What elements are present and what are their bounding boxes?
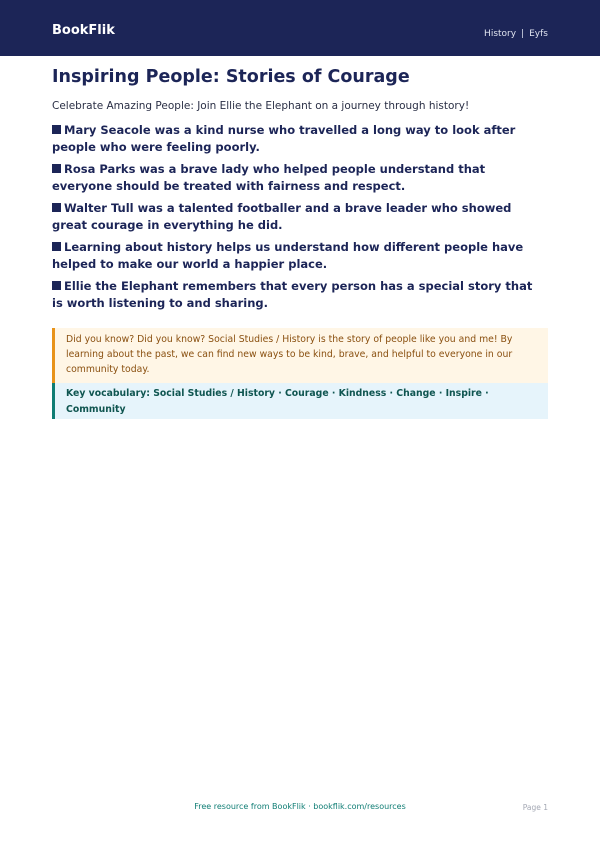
page-title: Inspiring People: Stories of Courage [52,67,410,87]
info-callout [52,328,548,419]
square-bullet-icon [52,242,61,251]
header-meta [484,28,548,40]
point-text: Learning about history helps us understand how different people have helped to make our world a happier place. [52,240,524,271]
point-text: Ellie the Elephant remembers that every person has a special story that is worth listening to and sharing. [52,279,533,310]
brand-logo-text[interactable]: BookFlik [52,23,115,38]
footer-resource-link[interactable]: Free resource from BookFlik · bookflik.com/resources [194,802,406,811]
key-points-list [52,122,542,317]
page-number: Page 1 [522,803,548,812]
list-item [52,122,542,156]
subject-label: History [484,29,517,39]
point-text: Walter Tull was a talented footballer and a brave leader who showed great courage in everything he did. [52,201,512,232]
list-item [52,239,542,273]
top-header-bar [0,0,600,56]
point-text: Mary Seacole was a kind nurse who travelled a long way to look after people who were feeling poorly. [52,123,516,154]
list-item [52,278,542,312]
list-item [52,161,542,195]
point-text: Rosa Parks was a brave lady who helped people understand that everyone should be treated with fairness and respect. [52,162,486,193]
level-label: Eyfs [529,29,548,39]
key-vocabulary-box: Key vocabulary: Social Studies / History · Courage · Kindness · Change · Inspire · Community [52,383,548,419]
square-bullet-icon [52,281,61,290]
square-bullet-icon [52,164,61,173]
list-item [52,200,542,234]
intro-text: Celebrate Amazing People: Join Ellie the Elephant on a journey through history! [52,100,470,112]
meta-separator: | [521,29,525,39]
square-bullet-icon [52,203,61,212]
square-bullet-icon [52,125,61,134]
did-you-know-box: Did you know? Did you know? Social Studies / History is the story of people like you and me! By learning about the past, we can find new ways to be kind, brave, and helpful to everyone in our community today. [52,328,548,383]
